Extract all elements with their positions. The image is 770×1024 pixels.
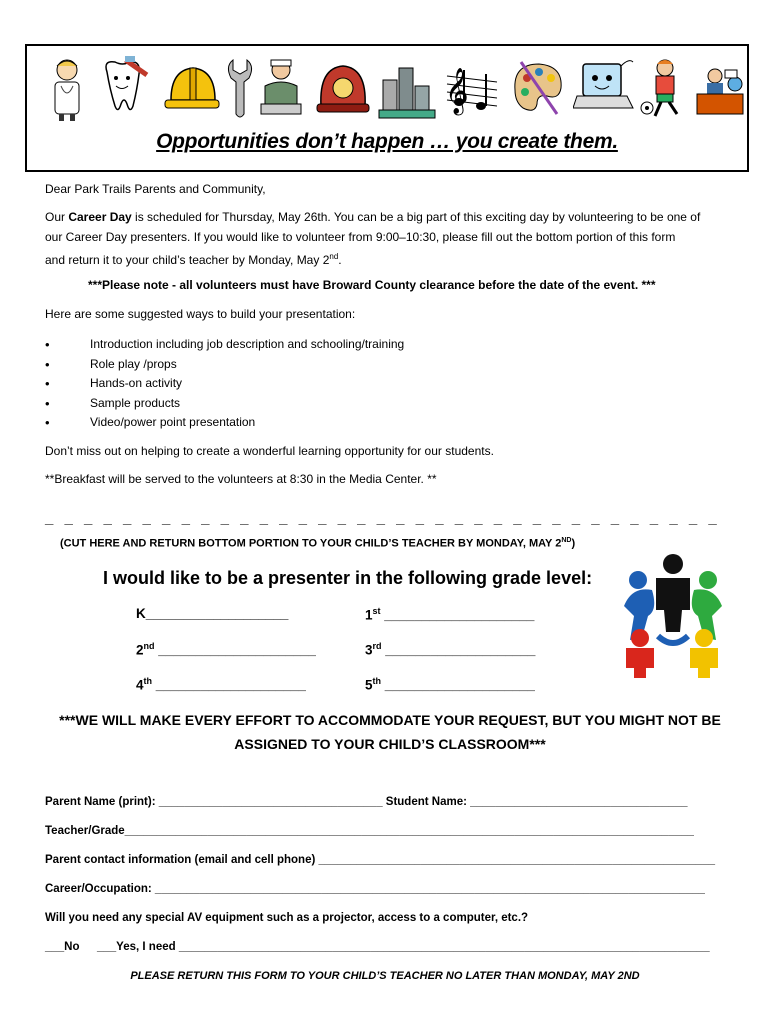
grade-2-field[interactable]: 2nd _____________________ bbox=[136, 641, 316, 658]
list-item: • Video/power point presentation bbox=[45, 413, 404, 433]
list-item: • Role play /props bbox=[45, 355, 404, 375]
list-item: • Sample products bbox=[45, 394, 404, 414]
baker-icon bbox=[257, 56, 305, 122]
breakfast-note: **Breakfast will be served to the volunteers at 8:30 in the Media Center. ** bbox=[45, 472, 437, 486]
av-equipment-question: Will you need any special AV equipment such as a projector, access to a computer, etc.? bbox=[45, 912, 529, 924]
tooth-icon bbox=[97, 56, 155, 122]
av-no-option[interactable]: ___No bbox=[45, 941, 80, 953]
grade-4-field[interactable]: 4th ____________________ bbox=[136, 676, 306, 693]
grade-1-field[interactable]: 1st ____________________ bbox=[365, 606, 535, 623]
clearance-note: ***Please note - all volunteers must have Broward County clearance before the date of the event. *** bbox=[88, 278, 656, 292]
header-banner bbox=[25, 44, 749, 172]
music-notes-icon bbox=[443, 56, 501, 122]
suggest-intro: Here are some suggested ways to build your presentation: bbox=[45, 307, 356, 321]
paint-palette-icon bbox=[507, 56, 567, 122]
greeting: Dear Park Trails Parents and Community, bbox=[45, 182, 266, 196]
list-item: • Hands-on activity bbox=[45, 374, 404, 394]
presenter-heading: I would like to be a presenter in the following grade level: bbox=[103, 568, 593, 588]
cut-instruction: (CUT HERE AND RETURN BOTTOM PORTION TO YOUR CHILD’S TEACHER BY MONDAY, MAY 2ND) bbox=[60, 537, 576, 550]
grade-3-field[interactable]: 3rd ____________________ bbox=[365, 641, 536, 658]
people-circle-icon bbox=[618, 550, 728, 680]
cut-line: _ _ _ _ _ _ _ _ _ _ _ _ _ _ _ _ _ _ _ _ _ _ _ _ _ _ _ _ _ _ _ _ _ _ _ bbox=[45, 510, 721, 527]
parent-student-name-field[interactable]: Parent Name (print): ___________________________________ Student Name: __________________________________ bbox=[45, 796, 688, 808]
career-day-bold: Career Day bbox=[68, 210, 132, 224]
hard-hat-icon bbox=[163, 56, 221, 122]
laptop-icon bbox=[573, 56, 635, 122]
av-yes-field[interactable]: ___Yes, I need ___________________________________________________________________________________ bbox=[97, 941, 710, 953]
return-deadline-footer: PLEASE RETURN THIS FORM TO YOUR CHILD’S TEACHER NO LATER THAN MONDAY, MAY 2ND bbox=[130, 970, 640, 982]
list-item: • Introduction including job description and schooling/training bbox=[45, 335, 404, 355]
intro-paragraph: Our Career Day is scheduled for Thursday, May 26th. You can be a big part of this exciting day by volunteering to be one of our Career Day presenters. If you would like to volunteer from 9:00–10:30, please fill out the bottom portion of this form and return it to your child’s teacher by Monday, May 2nd. bbox=[45, 210, 701, 267]
soccer-player-icon bbox=[639, 56, 691, 122]
career-occupation-field[interactable]: Career/Occupation: ______________________________________________________________________________________ bbox=[45, 883, 705, 895]
wrench-icon bbox=[225, 56, 255, 122]
teacher-desk-icon bbox=[695, 56, 745, 122]
firefighter-helmet-icon bbox=[315, 56, 371, 122]
accommodation-warning: ***WE WILL MAKE EVERY EFFORT TO ACCOMMODATE YOUR REQUEST, BUT YOU MIGHT NOT BE ASSIGNED TO YOUR CHILD’S CLASSROOM*** bbox=[59, 712, 721, 752]
city-icon bbox=[377, 56, 437, 122]
teacher-grade-field[interactable]: Teacher/Grade_________________________________________________________________________________________ bbox=[45, 825, 694, 837]
career-icons-row bbox=[41, 56, 741, 122]
dont-miss-text: Don’t miss out on helping to create a wonderful learning opportunity for our students. bbox=[45, 444, 494, 458]
banner-slogan: Opportunities don’t happen … you create them. bbox=[156, 130, 618, 153]
svg-text:𝄞: 𝄞 bbox=[445, 68, 469, 114]
grade-5-field[interactable]: 5th ____________________ bbox=[365, 676, 535, 693]
grade-k-field[interactable]: K___________________ bbox=[136, 606, 289, 621]
parent-contact-field[interactable]: Parent contact information (email and cell phone) ______________________________________________________________ bbox=[45, 854, 716, 866]
suggestion-list bbox=[45, 335, 404, 433]
doctor-icon bbox=[45, 56, 89, 122]
